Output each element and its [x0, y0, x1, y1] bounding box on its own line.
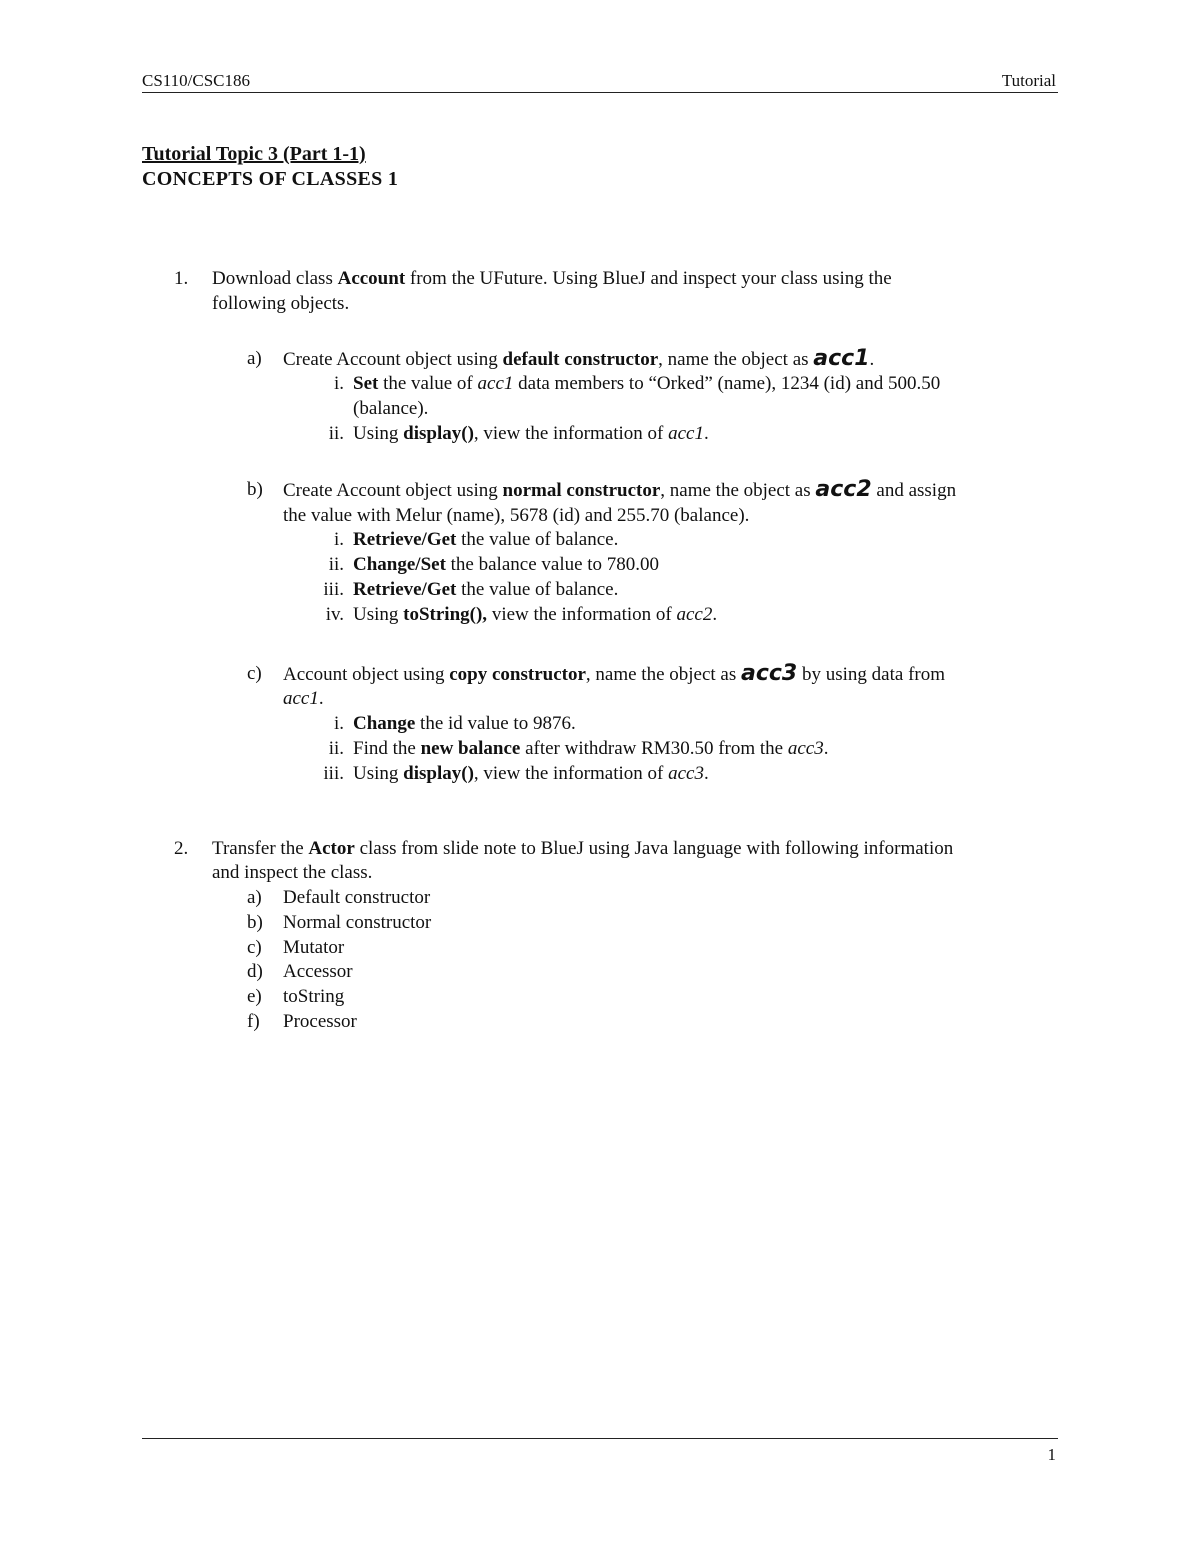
- text-run: Find the: [353, 738, 421, 759]
- roman-numeral: ii.: [328, 738, 344, 759]
- text-run: .: [869, 349, 875, 370]
- variable: acc2: [676, 604, 713, 625]
- roman-numeral: i.: [333, 713, 344, 734]
- item-label: b): [247, 479, 263, 500]
- text-run: , view the information of: [473, 423, 669, 444]
- keyword: Change: [353, 713, 416, 734]
- text-run: Create Account object using: [283, 349, 503, 370]
- item-label: b): [247, 912, 263, 933]
- question-text: [212, 836, 953, 861]
- sub-item: [312, 761, 709, 786]
- sub-item: [312, 527, 618, 552]
- list-item: [247, 1009, 357, 1034]
- text-run: Account object using: [283, 664, 450, 685]
- list-item: [247, 910, 431, 935]
- sub-item: [312, 577, 618, 602]
- question-number: 1.: [174, 268, 189, 289]
- keyword: Retrieve/Get: [353, 529, 457, 550]
- sub-item: [312, 736, 828, 761]
- roman-numeral: ii.: [328, 554, 344, 575]
- item-text: Normal constructor: [283, 912, 432, 933]
- sub-item-cont: (balance).: [353, 398, 429, 419]
- variable: acc3: [668, 763, 704, 784]
- text-run: Using: [353, 763, 404, 784]
- question-text-cont: following objects.: [212, 293, 350, 314]
- text-run: and assign: [871, 480, 957, 501]
- question-text-cont: and inspect the class.: [212, 862, 373, 883]
- sub-item: [312, 371, 940, 396]
- keyword: display(): [403, 763, 474, 784]
- list-item: [247, 935, 344, 960]
- text-run: the id value to 9876.: [415, 713, 576, 734]
- text-run: .: [712, 604, 718, 625]
- title-block: [142, 142, 398, 192]
- item-text: Default constructor: [283, 887, 431, 908]
- roman-numeral: i.: [333, 373, 344, 394]
- item-label: a): [247, 348, 262, 369]
- variable: acc1: [668, 423, 704, 444]
- class-name: Actor: [308, 838, 355, 859]
- text-run: from the UFuture. Using BlueJ and inspect your class using the: [405, 268, 892, 289]
- variable: acc3: [787, 738, 824, 759]
- keyword: Change/Set: [353, 554, 446, 575]
- text-run: class from slide note to BlueJ using Java language with following information: [354, 838, 954, 859]
- text-run: after withdraw RM30.50 from the: [520, 738, 788, 759]
- question-number: 2.: [174, 838, 189, 859]
- sub-item: [312, 421, 709, 446]
- item-text: toString: [283, 986, 345, 1007]
- roman-numeral: ii.: [328, 423, 344, 444]
- item-label: c): [247, 937, 262, 958]
- keyword: display(): [403, 423, 474, 444]
- item-label: e): [247, 986, 262, 1007]
- keyword: default constructor: [502, 349, 659, 370]
- text-run: , view the information of: [473, 763, 669, 784]
- sub-item: [312, 711, 576, 736]
- text-run: Using: [353, 423, 404, 444]
- item-text: [283, 346, 874, 372]
- item-text: [283, 661, 945, 687]
- text-run: , name the object as: [660, 480, 816, 501]
- item-text-cont: [283, 686, 324, 711]
- roman-numeral: i.: [333, 529, 344, 550]
- text-run: the value of balance.: [456, 579, 619, 600]
- text-run: .: [703, 763, 709, 784]
- item-text: Mutator: [283, 937, 345, 958]
- text-run: .: [823, 738, 829, 759]
- text-run: Download class: [212, 268, 338, 289]
- keyword: Retrieve/Get: [353, 579, 457, 600]
- variable: acc1: [477, 373, 514, 394]
- roman-numeral: iii.: [323, 763, 344, 784]
- item-text-cont: the value with Melur (name), 5678 (id) and 255.70 (balance).: [283, 505, 750, 526]
- text-run: view the information of: [487, 604, 677, 625]
- text-run: the value of balance.: [456, 529, 619, 550]
- object-name: acc3: [741, 661, 798, 686]
- page-number: 1: [1047, 1445, 1056, 1464]
- question-text: [212, 266, 892, 291]
- keyword: normal constructor: [502, 480, 661, 501]
- item-text: [283, 477, 956, 503]
- item-label: d): [247, 961, 263, 982]
- keyword: toString(),: [403, 604, 488, 625]
- item-text: Processor: [283, 1011, 357, 1032]
- text-run: Using: [353, 604, 404, 625]
- text-run: .: [318, 688, 324, 709]
- sub-item: [312, 602, 717, 627]
- header-doc-type: Tutorial: [1001, 71, 1056, 90]
- sub-item: [312, 552, 659, 577]
- list-item: [247, 959, 353, 984]
- class-name: Account: [337, 268, 406, 289]
- object-name: acc1: [813, 346, 870, 371]
- header-course: CS110/CSC186: [142, 71, 251, 90]
- variable: acc1: [283, 688, 319, 709]
- keyword: Set: [353, 373, 379, 394]
- item-label: f): [247, 1011, 260, 1032]
- page-title: Tutorial Topic 3 (Part 1-1): [142, 143, 366, 165]
- roman-numeral: iii.: [323, 579, 344, 600]
- text-run: the balance value to 780.00: [445, 554, 660, 575]
- keyword: copy constructor: [449, 664, 586, 685]
- text-run: data members to “Orked” (name), 1234 (id) and 500.50: [513, 373, 941, 394]
- list-item: [247, 984, 344, 1009]
- text-run: , name the object as: [658, 349, 814, 370]
- keyword: new balance: [420, 738, 521, 759]
- object-name: acc2: [815, 477, 872, 502]
- text-run: .: [703, 423, 709, 444]
- page-subtitle: CONCEPTS OF CLASSES 1: [142, 168, 399, 190]
- text-run: Create Account object using: [283, 480, 503, 501]
- text-run: , name the object as: [585, 664, 741, 685]
- text-run: by using data from: [797, 664, 946, 685]
- text-run: Transfer the: [212, 838, 309, 859]
- roman-numeral: iv.: [325, 604, 344, 625]
- item-label: c): [247, 663, 262, 684]
- item-text: Accessor: [283, 961, 353, 982]
- item-label: a): [247, 887, 262, 908]
- page-header: [142, 70, 1058, 93]
- text-run: the value of: [378, 373, 478, 394]
- list-item: [247, 885, 430, 910]
- page-footer: [142, 1438, 1058, 1464]
